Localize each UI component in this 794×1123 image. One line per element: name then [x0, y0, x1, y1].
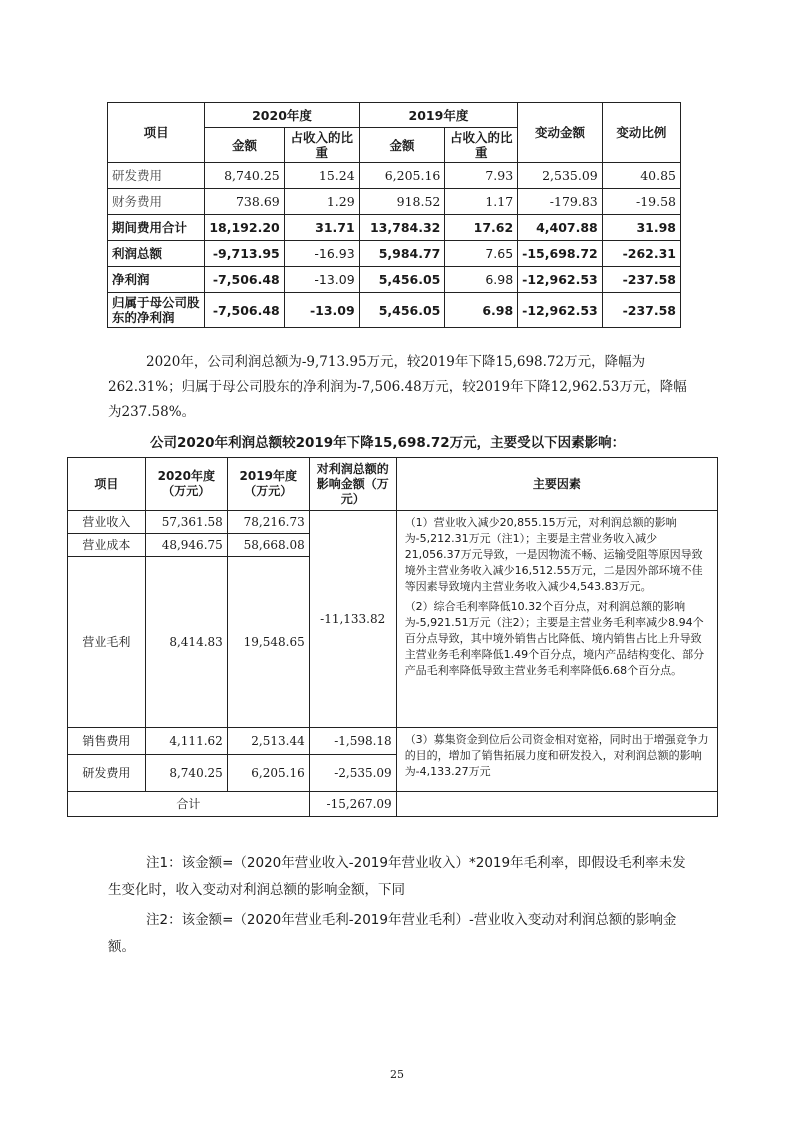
cell: 918.52 — [359, 189, 445, 215]
cell: -12,962.53 — [518, 267, 603, 293]
cell: 2,513.44 — [227, 728, 309, 755]
expense-profit-table — [107, 102, 681, 328]
cell: 5,984.77 — [359, 241, 445, 267]
cell: -12,962.53 — [518, 293, 603, 328]
cell: -237.58 — [602, 267, 680, 293]
table-row — [108, 163, 681, 189]
cell: 18,192.20 — [205, 215, 284, 241]
cell: 6.98 — [445, 267, 518, 293]
cell: 15.24 — [284, 163, 359, 189]
cell: 1.17 — [445, 189, 518, 215]
cell: 2,535.09 — [518, 163, 603, 189]
cell: 7.93 — [445, 163, 518, 189]
total-label: 合计 — [68, 792, 310, 817]
cell: 78,216.73 — [227, 511, 309, 534]
cell: 19,548.65 — [227, 557, 309, 728]
note-1: 注1：该金额=（2020年营业收入-2019年营业收入）*2019年毛利率，即假设毛利率未发生变化时，收入变动对利润总额的影响金额，下同 — [108, 855, 686, 898]
cell: 738.69 — [205, 189, 284, 215]
note-2: 注2：该金额=（2020年营业毛利-2019年营业毛利）-营业收入变动对利润总额的影响金额。 — [108, 912, 677, 955]
header-ratio-2020: 占收入的比重 — [284, 128, 359, 163]
row-label: 财务费用 — [108, 189, 205, 215]
table-row — [108, 215, 681, 241]
cell: 4,407.88 — [518, 215, 603, 241]
table-row — [68, 792, 718, 817]
header-change-amount: 变动金额 — [518, 103, 603, 163]
cell: -179.83 — [518, 189, 603, 215]
header-ratio-2019: 占收入的比重 — [445, 128, 518, 163]
row-label: 营业成本 — [68, 534, 146, 557]
cell: -7,506.48 — [205, 267, 284, 293]
cell: -19.58 — [602, 189, 680, 215]
factors-cell — [396, 511, 717, 728]
table-caption: 公司2020年利润总额较2019年下降15,698.72万元，主要受以下因素影响： — [150, 435, 626, 451]
header-2019: 2019年度（万元） — [227, 458, 309, 511]
cell: 8,414.83 — [145, 557, 227, 728]
cell: -2,535.09 — [309, 755, 396, 792]
factor-3: （3）募集资金到位后公司资金相对宽裕，同时出于增强竞争力的目的，增加了销售拓展力度和研发投入，对利润总额的影响为-4,133.27万元 — [396, 728, 717, 792]
cell: 4,111.62 — [145, 728, 227, 755]
row-label: 净利润 — [108, 267, 205, 293]
header-amount-2020: 金额 — [205, 128, 284, 163]
cell: 31.71 — [284, 215, 359, 241]
header-2019: 2019年度 — [359, 103, 517, 128]
cell: -7,506.48 — [205, 293, 284, 328]
profit-factors-table — [67, 457, 718, 817]
row-label: 期间费用合计 — [108, 215, 205, 241]
table-row — [108, 293, 681, 328]
factor-2: （2）综合毛利率降低10.32个百分点，对利润总额的影响为-5,921.51万元（注2）；主要是主营业务毛利率减少8.94个百分点导致，其中境外销售占比降低、境内销售占比上升导致主营业务毛利率降低1.49个百分点，境内产品结构变化、部分产品毛利率降低导致主营业务毛利率降低6.68个百分点。 — [404, 600, 705, 677]
cell: 1.29 — [284, 189, 359, 215]
cell: 6,205.16 — [227, 755, 309, 792]
table-row — [108, 267, 681, 293]
cell: -237.58 — [602, 293, 680, 328]
row-label: 归属于母公司股东的净利润 — [108, 293, 205, 328]
empty-cell — [396, 792, 717, 817]
cell: 40.85 — [602, 163, 680, 189]
cell: 13,784.32 — [359, 215, 445, 241]
header-item: 项目 — [68, 458, 146, 511]
cell: -13.09 — [284, 293, 359, 328]
profit-summary-paragraph: 2020年，公司利润总额为-9,713.95万元，较2019年下降15,698.72万元，降幅为262.31%；归属于母公司股东的净利润为-7,506.48万元，较2019年下降12,962.53万元，降幅为237.58%。 — [108, 354, 687, 420]
cell: 8,740.25 — [205, 163, 284, 189]
header-2020: 2020年度（万元） — [145, 458, 227, 511]
cell: 7.65 — [445, 241, 518, 267]
header-factors: 主要因素 — [396, 458, 717, 511]
row-label: 研发费用 — [68, 755, 146, 792]
cell: 5,456.05 — [359, 267, 445, 293]
cell: 17.62 — [445, 215, 518, 241]
table-row — [68, 728, 718, 755]
cell: 58,668.08 — [227, 534, 309, 557]
cell: 48,946.75 — [145, 534, 227, 557]
cell: 6.98 — [445, 293, 518, 328]
cell: -15,698.72 — [518, 241, 603, 267]
cell: 8,740.25 — [145, 755, 227, 792]
header-change-ratio: 变动比例 — [602, 103, 680, 163]
row-label: 销售费用 — [68, 728, 146, 755]
header-item: 项目 — [108, 103, 205, 163]
cell: 57,361.58 — [145, 511, 227, 534]
row-label: 利润总额 — [108, 241, 205, 267]
cell: -9,713.95 — [205, 241, 284, 267]
cell: -13.09 — [284, 267, 359, 293]
header-amount-2019: 金额 — [359, 128, 445, 163]
cell: -262.31 — [602, 241, 680, 267]
factor-1: （1）营业收入减少20,855.15万元，对利润总额的影响为-5,212.31万元（注1）；主要是主营业务收入减少21,056.37万元导致，一是因物流不畅、运输受阻等原因导致境外主营业务收入减少16,512.55万元，二是因外部环境不佳等因素导致境内主营业务收入减少4,543.83万元。 — [404, 516, 703, 593]
row-label: 营业收入 — [68, 511, 146, 534]
cell: 6,205.16 — [359, 163, 445, 189]
total-impact: -15,267.09 — [309, 792, 396, 817]
table-row — [108, 241, 681, 267]
table-row — [108, 189, 681, 215]
cell: 5,456.05 — [359, 293, 445, 328]
row-label: 研发费用 — [108, 163, 205, 189]
cell: 31.98 — [602, 215, 680, 241]
cell: -1,598.18 — [309, 728, 396, 755]
table-row — [68, 511, 718, 534]
page-number: 25 — [390, 1068, 404, 1081]
impact-cell: -11,133.82 — [309, 511, 396, 728]
cell: -16.93 — [284, 241, 359, 267]
header-2020: 2020年度 — [205, 103, 359, 128]
header-impact: 对利润总额的影响金额（万元） — [309, 458, 396, 511]
row-label: 营业毛利 — [68, 557, 146, 728]
